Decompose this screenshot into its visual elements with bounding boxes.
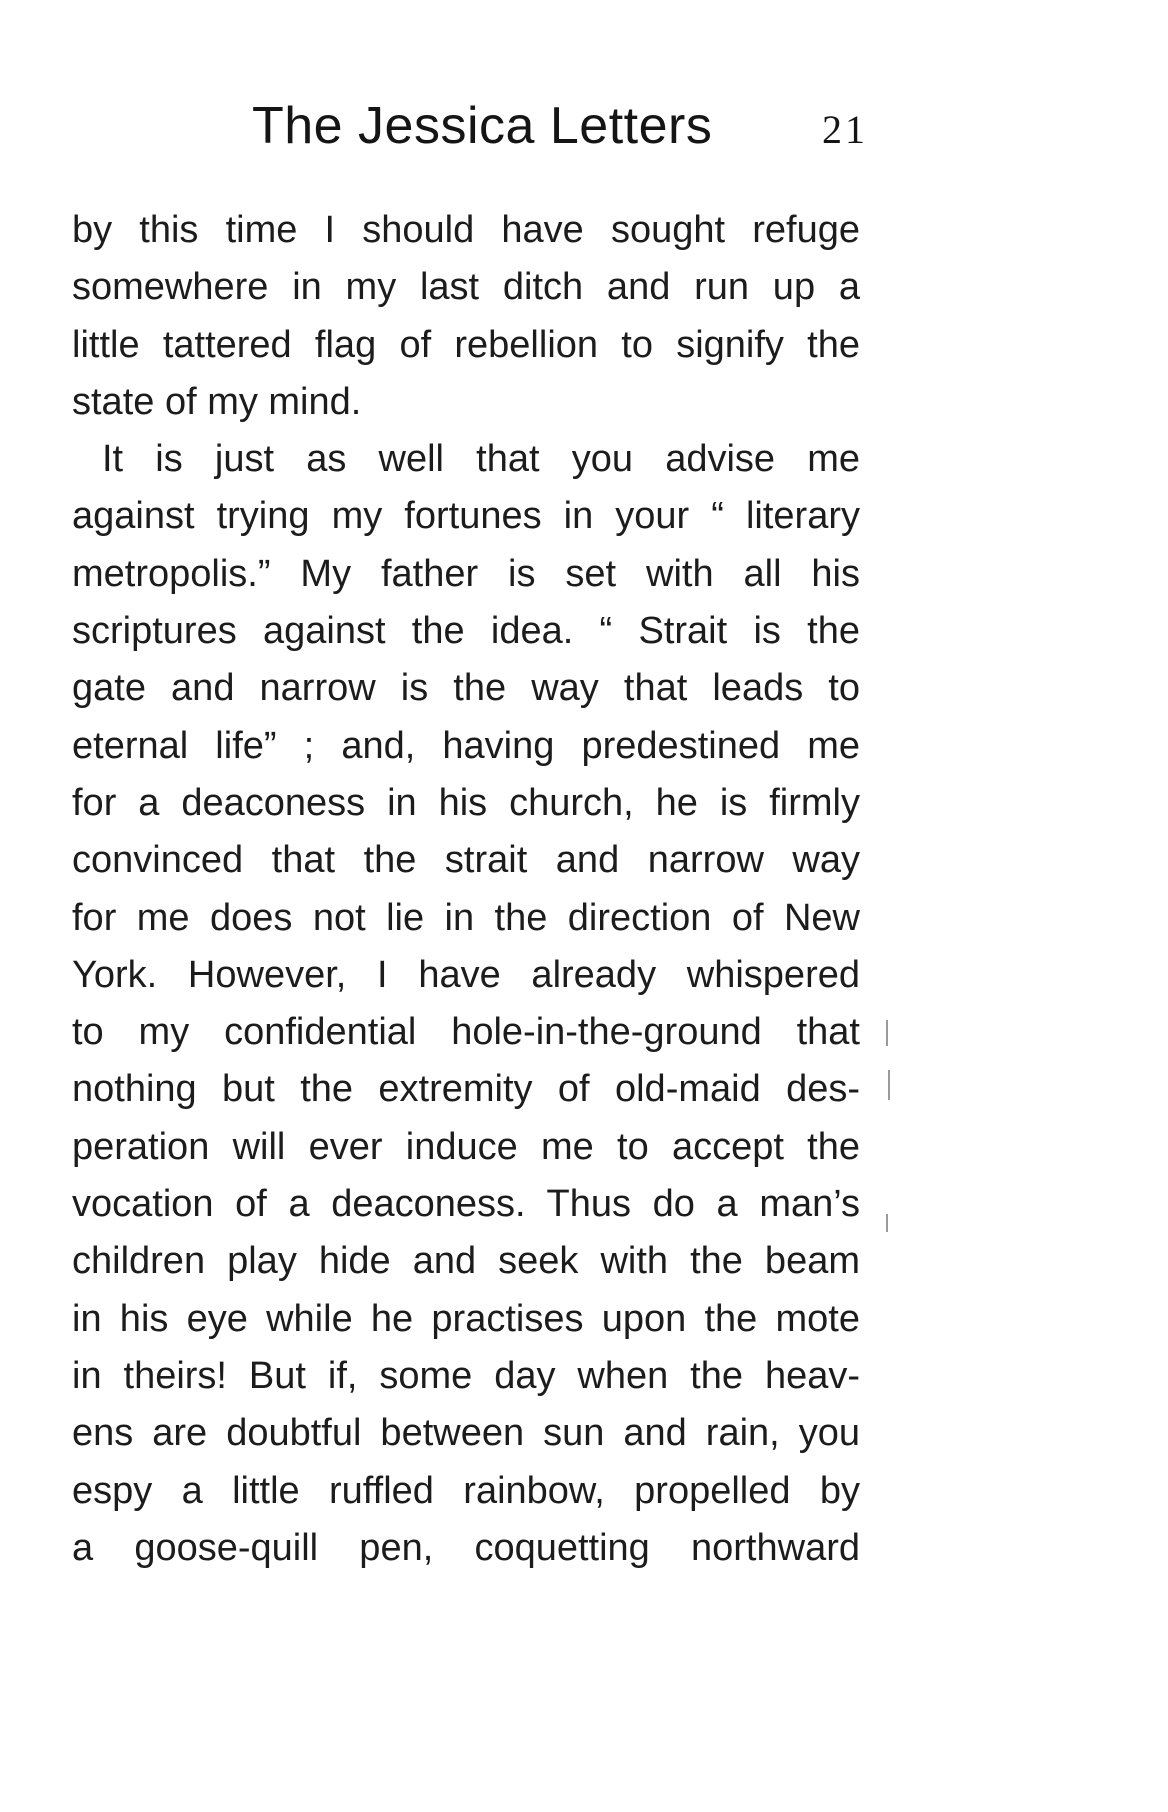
text-line: in his eye while he practises upon the mote — [72, 1297, 860, 1340]
text-line: state of my mind. — [72, 380, 362, 423]
text-line: children play hide and seek with the beam — [72, 1240, 860, 1283]
scan-mark — [888, 1070, 890, 1100]
text-line: convinced that the strait and narrow way — [72, 839, 860, 882]
running-head — [252, 96, 868, 156]
paragraph-start-line: It is just as well that you advise me — [102, 438, 860, 481]
text-line: in theirs! But if, some day when the heav- — [72, 1354, 860, 1397]
text-line: for me does not lie in the direction of New — [72, 896, 860, 939]
text-line: nothing but the extremity of old-maid des- — [72, 1068, 860, 1111]
text-line: somewhere in my last ditch and run up a — [72, 266, 860, 309]
text-line: York. However, I have already whispered — [72, 953, 860, 996]
text-line: metropolis.” My father is set with all his — [72, 552, 860, 595]
body-text — [72, 202, 860, 1577]
text-line: by this time I should have sought refuge — [72, 209, 860, 251]
scan-mark — [886, 1214, 888, 1232]
text-line: to my confidential hole-in-the-ground that — [72, 1011, 860, 1054]
text-line: a goose-quill pen, coquetting northward — [72, 1526, 860, 1569]
running-title: The Jessica Letters — [252, 97, 713, 155]
text-line: peration will ever induce me to accept the — [72, 1125, 860, 1168]
text-line: against trying my fortunes in your “ literary — [72, 495, 860, 538]
text-line: scriptures against the idea. “ Strait is the — [72, 610, 860, 653]
text-line: ens are doubtful between sun and rain, you — [72, 1412, 860, 1455]
text-line: for a deaconess in his church, he is firmly — [72, 781, 860, 824]
text-line: espy a little ruffled rainbow, propelled by — [72, 1469, 860, 1512]
text-line: gate and narrow is the way that leads to — [72, 667, 860, 710]
text-line: eternal life” ; and, having predestined me — [72, 724, 860, 767]
text-line: little tattered flag of rebellion to signify the — [72, 323, 860, 366]
scan-mark — [886, 1020, 888, 1046]
text-line: vocation of a deaconess. Thus do a man’s — [72, 1183, 860, 1226]
page-number: 21 — [822, 107, 868, 152]
